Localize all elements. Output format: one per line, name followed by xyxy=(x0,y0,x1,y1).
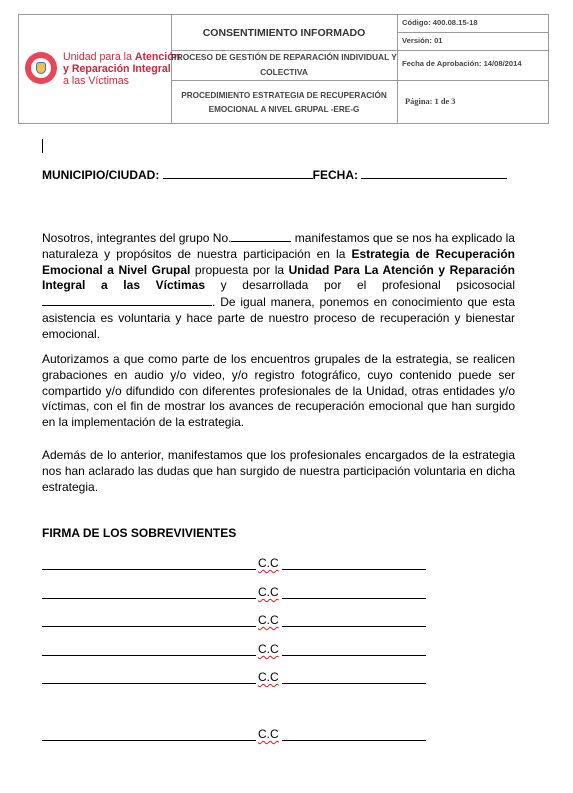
municipio-blank[interactable] xyxy=(163,167,313,179)
cc-label: C.C xyxy=(258,613,279,627)
signature-row[interactable] xyxy=(42,670,426,684)
approval-date: Fecha de Aprobación: 14/08/2014 xyxy=(402,59,522,68)
cc-label: C.C xyxy=(258,585,279,599)
header-divider xyxy=(397,32,549,33)
logo-text: Unidad para la Atención y Reparación Integral a las Víctimas xyxy=(63,51,181,87)
psychosocial-professional-blank[interactable] xyxy=(42,294,212,306)
consent-paragraph-3: Además de lo anterior, manifestamos que los profesionales encargados de la estrategia nos han aclarado las dudas que han surgido de nuestra participación voluntaria en dicha estrategia. xyxy=(42,448,515,494)
signature-row[interactable] xyxy=(42,556,426,570)
id-number-line[interactable] xyxy=(282,655,426,656)
signature-line[interactable] xyxy=(42,569,256,570)
signatures-title: FIRMA DE LOS SOBREVIVIENTES xyxy=(42,526,237,540)
consent-paragraph-2: Autorizamos a que como parte de los encuentros grupales de la estrategia, se realicen grabaciones en audio y/o video, y/o registro fotográfico, cuyo contenido puede ser compartido y/o difundido con diferentes profesionales de la Unidad, otras entidades y/o víctimas, con el fin de mostrar los avances de recuperación emocional que han surgido en la implementación de la estrategia. xyxy=(42,352,515,430)
cc-label: C.C xyxy=(258,556,279,570)
id-number-line[interactable] xyxy=(282,598,426,599)
process-name: PROCESO DE GESTIÓN DE REPARACIÓN INDIVIDUAL Y COLECTIVA xyxy=(171,52,397,77)
fecha-label: FECHA: xyxy=(312,168,358,182)
unidad-victimas-logo xyxy=(23,51,181,87)
page-number: Página: 1 de 3 xyxy=(405,97,456,106)
signature-row[interactable] xyxy=(42,642,426,656)
signature-line[interactable] xyxy=(42,655,256,656)
municipio-field xyxy=(42,167,507,182)
id-number-line[interactable] xyxy=(282,683,426,684)
signature-line[interactable] xyxy=(42,598,256,599)
cc-label: C.C xyxy=(258,727,279,741)
signature-row[interactable] xyxy=(42,613,426,627)
municipio-label: MUNICIPIO/CIUDAD: xyxy=(42,168,160,182)
id-number-line[interactable] xyxy=(282,569,426,570)
procedure-name: PROCEDIMIENTO ESTRATEGIA DE RECUPERACIÓN EMOCIONAL A NIVEL GRUPAL -ERE-G xyxy=(181,90,387,114)
signature-row[interactable] xyxy=(42,585,426,599)
cc-label: C.C xyxy=(258,642,279,656)
document-version: Versión: 01 xyxy=(402,36,443,45)
document-header-table xyxy=(18,14,549,124)
colombia-seal-icon xyxy=(25,52,57,84)
id-number-line[interactable] xyxy=(282,626,426,627)
fecha-blank[interactable] xyxy=(361,167,507,179)
signature-line[interactable] xyxy=(42,626,256,627)
cc-label: C.C xyxy=(258,670,279,684)
document-title: CONSENTIMIENTO INFORMADO xyxy=(202,26,366,39)
text-cursor xyxy=(42,139,43,153)
id-number-line[interactable] xyxy=(282,740,426,741)
consent-paragraph-1: Nosotros, integrantes del grupo No. manifestamos que se nos ha explicado la naturaleza y propósitos de nuestra participación en la Estrategia de Recuperación Emocional a Nivel Grupal propuesta por la Unidad Para La Atención y Reparación Integral a las Víctimas y desarrollada por el profesional psicosocial . De igual manera, ponemos en conocimiento que esta asistencia es voluntaria y hace parte de nuestro proceso de recuperación y bienestar emocional. xyxy=(42,231,515,341)
document-code: Código: 400.08.15-18 xyxy=(402,18,478,27)
signature-line[interactable] xyxy=(42,683,256,684)
signature-line[interactable] xyxy=(42,740,256,741)
signature-row[interactable] xyxy=(42,727,426,741)
group-number-blank[interactable] xyxy=(231,230,291,242)
